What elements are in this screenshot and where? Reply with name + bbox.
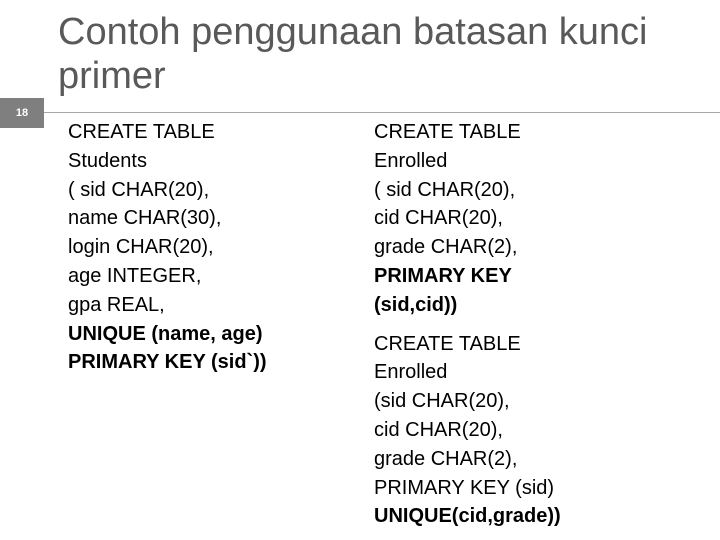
code-line: ( sid CHAR(20), (68, 178, 210, 201)
code-line: name CHAR(30), (68, 207, 222, 230)
slide-number: 18 (0, 98, 44, 128)
code-line-primary-key: PRIMARY KEY (374, 264, 512, 287)
code-line: grade CHAR(2), (374, 447, 518, 470)
code-block-2 (374, 330, 704, 532)
code-line: cid CHAR(20), (374, 418, 503, 441)
code-line: (sid CHAR(20), (374, 390, 510, 413)
code-line: Enrolled (374, 361, 448, 384)
code-line: gpa REAL, (68, 293, 165, 316)
slide-title: Contoh penggunaan batasan kunci primer (58, 11, 648, 97)
code-line: login CHAR(20), (68, 236, 214, 259)
code-line: CREATE TABLE (374, 332, 521, 355)
code-line: age INTEGER, (68, 264, 202, 287)
code-line-primary-key-cols: (sid,cid)) (374, 293, 458, 316)
code-line: Students (68, 149, 147, 172)
code-line-primary-key: PRIMARY KEY (sid`)) (68, 351, 267, 374)
code-line: CREATE TABLE (68, 121, 215, 143)
left-code-column (68, 118, 358, 377)
code-line-unique: UNIQUE (name, age) (68, 322, 263, 345)
right-code-column (374, 118, 704, 531)
code-line-unique: UNIQUE(cid,grade)) (374, 505, 561, 528)
block-spacer (374, 320, 704, 330)
code-line: grade CHAR(2), (374, 236, 518, 259)
title-divider (44, 112, 720, 113)
code-line: cid CHAR(20), (374, 207, 503, 230)
code-line: CREATE TABLE (374, 121, 521, 143)
code-block-1 (374, 118, 704, 320)
code-line: Enrolled (374, 149, 448, 172)
code-line: ( sid CHAR(20), (374, 178, 516, 201)
code-line: PRIMARY KEY (sid) (374, 476, 555, 499)
